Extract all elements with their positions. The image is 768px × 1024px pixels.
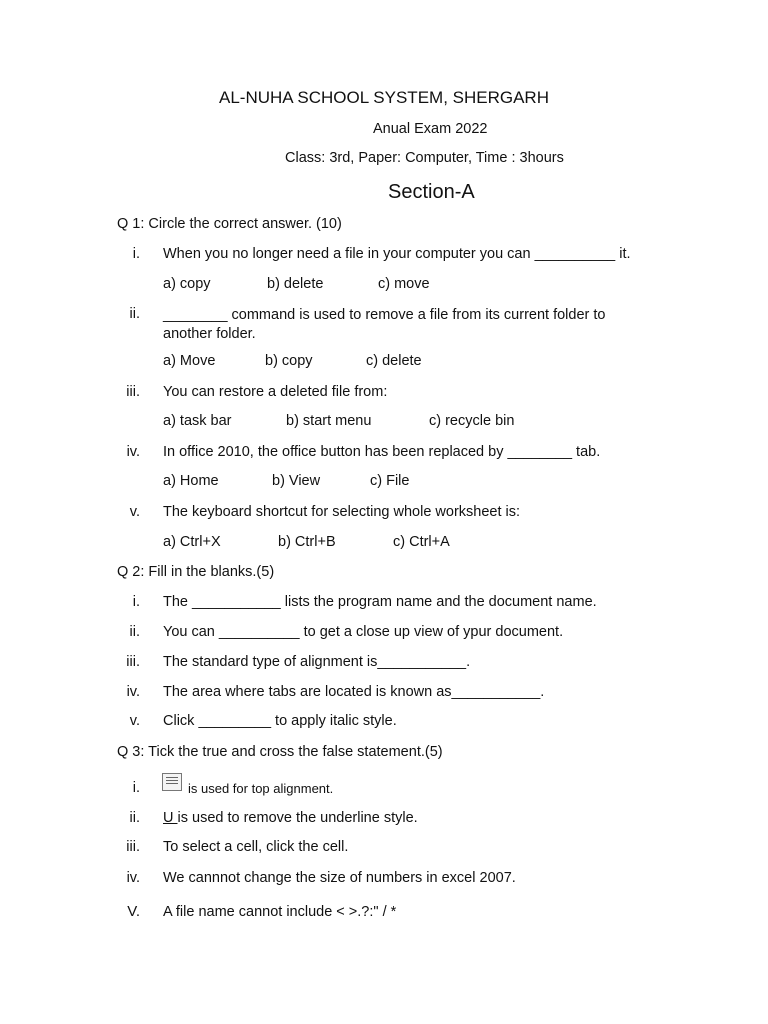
q3-item-num: iii.	[126, 839, 140, 855]
q3-item-text: We cannnot change the size of numbers in excel 2007.	[163, 870, 516, 886]
q3-item-num: ii.	[129, 810, 140, 826]
q1-item-num: iii.	[126, 384, 140, 400]
q1-item-num: iv.	[126, 444, 140, 460]
q1-option: c) move	[378, 276, 430, 292]
q2-item-num: ii.	[129, 624, 140, 640]
q3-item-text-rest: is used to remove the underline style.	[177, 810, 418, 826]
q2-item-text: Click _________ to apply italic style.	[163, 713, 397, 729]
q3-title: Q 3: Tick the true and cross the false statement.(5)	[117, 744, 443, 760]
exam-title: Anual Exam 2022	[373, 121, 488, 137]
section-title: Section-A	[388, 181, 475, 203]
q3-item-text: To select a cell, click the cell.	[163, 839, 349, 855]
q1-item-text: The keyboard shortcut for selecting whole worksheet is:	[163, 504, 521, 520]
q2-item-num: v.	[129, 713, 140, 729]
q1-option: a) copy	[163, 276, 211, 292]
q3-item-num: iv.	[126, 870, 140, 886]
q3-item-text: A file name cannot include < >.?:" / *	[163, 904, 397, 920]
q2-item-num: iv.	[126, 684, 140, 700]
q2-item-num: iii.	[126, 654, 140, 670]
q2-item-text: The area where tabs are located is known as___________.	[163, 684, 545, 700]
q3-item-num: i.	[132, 780, 140, 796]
q2-item-text: You can __________ to get a close up view of ypur document.	[163, 624, 564, 640]
q1-option: b) View	[272, 473, 321, 489]
q1-option: a) Home	[163, 473, 219, 489]
q2-item-num: i.	[132, 594, 140, 610]
q1-title: Q 1: Circle the correct answer. (10)	[117, 216, 342, 232]
class-info: Class: 3rd, Paper: Computer, Time : 3hours	[285, 150, 564, 166]
q1-item-num: i.	[132, 246, 140, 262]
q1-option: c) recycle bin	[429, 413, 515, 429]
q1-item-num: v.	[129, 504, 140, 520]
q3-item-text	[163, 810, 418, 826]
q1-option: b) delete	[267, 276, 324, 292]
q1-option: b) start menu	[286, 413, 372, 429]
q1-item-text: When you no longer need a file in your computer you can __________ it.	[163, 246, 631, 262]
q1-item-num: ii.	[129, 306, 140, 322]
school-name: AL-NUHA SCHOOL SYSTEM, SHERGARH	[219, 88, 549, 107]
q2-title: Q 2: Fill in the blanks.(5)	[117, 564, 275, 580]
align-top-icon	[162, 773, 182, 791]
q1-item-text: In office 2010, the office button has been replaced by ________ tab.	[163, 444, 601, 460]
q1-item-text: You can restore a deleted file from:	[163, 384, 388, 400]
q1-option: b) Ctrl+B	[278, 534, 336, 550]
q1-option: c) delete	[366, 353, 422, 369]
q1-option: c) Ctrl+A	[393, 534, 450, 550]
q1-option: a) Move	[163, 353, 216, 369]
q1-item-text: ________ command is used to remove a file from its current folder to another folder.	[163, 307, 606, 342]
q1-option: c) File	[370, 473, 410, 489]
q1-option: a) Ctrl+X	[163, 534, 221, 550]
q3-item-text: is used for top alignment.	[188, 781, 334, 796]
q1-option: b) copy	[265, 353, 313, 369]
q2-item-text: The standard type of alignment is___________.	[163, 654, 471, 670]
q2-item-text: The ___________ lists the program name and the document name.	[163, 594, 597, 610]
q3-item-num: V.	[127, 903, 140, 920]
q1-option: a) task bar	[163, 413, 232, 429]
underline-u-glyph: U	[163, 810, 178, 826]
